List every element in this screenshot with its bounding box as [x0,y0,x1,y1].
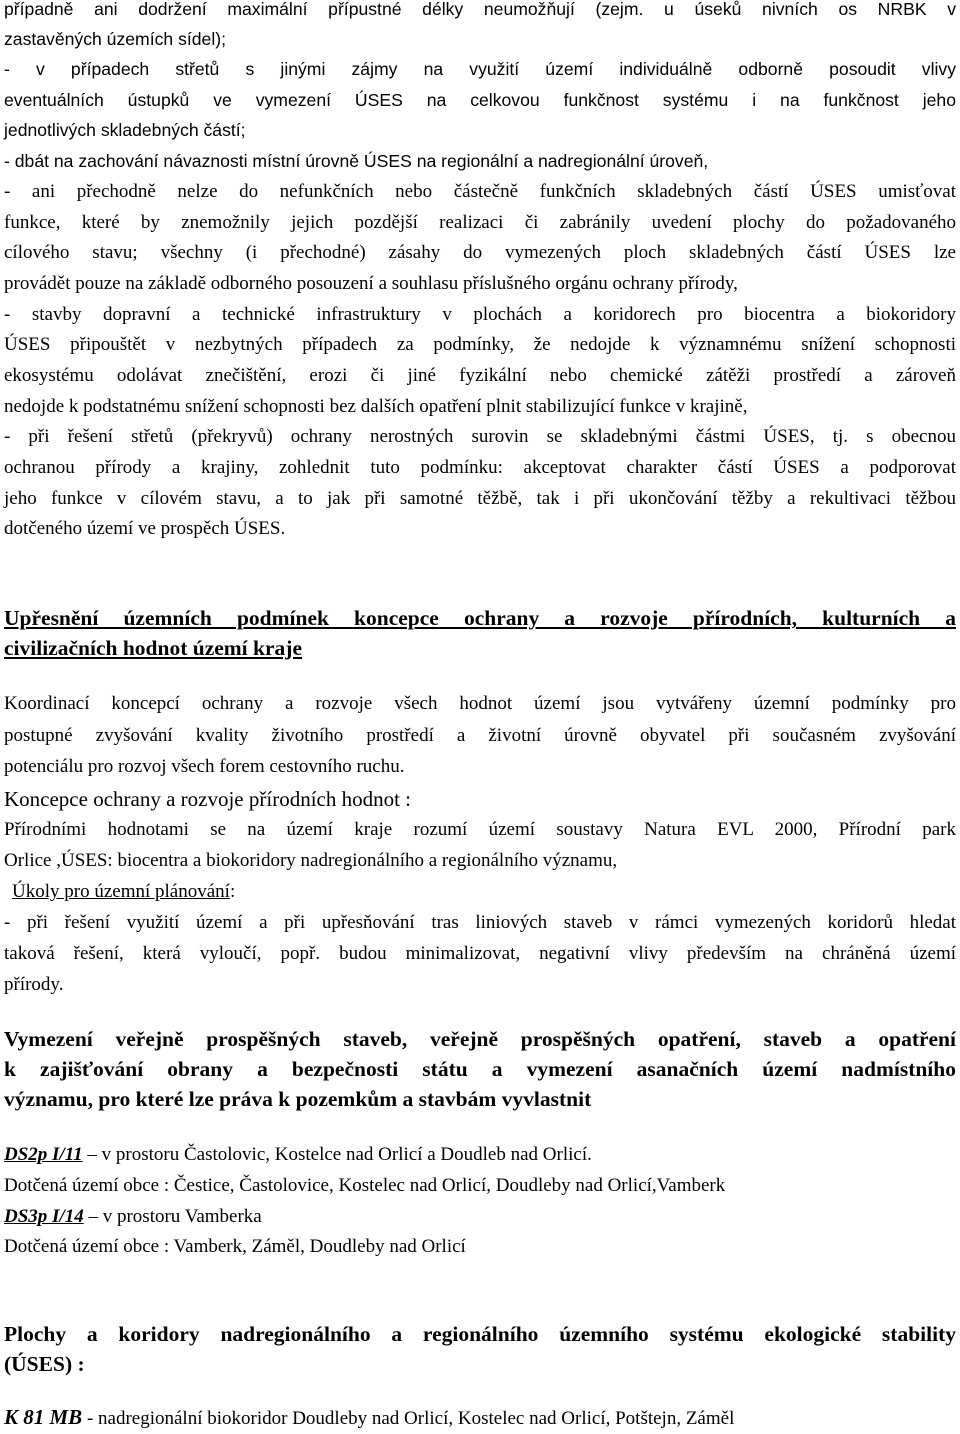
heading-upresneni-line2: civilizačních hodnot území kraje [4,636,302,660]
ln-b1-3: eventuálních ústupků ve vymezení ÚSES na celkovou funkčnost systému i na funkčnost jeho [4,90,956,110]
ln-prirodni-0: Přírodními hodnotami se na území kraje rozumí území soustavy Natura EVL 2000, Přírodní park [4,819,956,840]
vps-desc-ds2p: – v prostoru Častolovic, Kostelce nad Orlicí a Doudleb nad Orlicí. [82,1144,592,1165]
ln-b1-9: provádět pouze na základě odborného posouzení a souhlasu příslušného orgánu ochrany přírody, [4,273,738,294]
heading-vps-line2: k zajišťování obrany a bezpečnosti státu a vymezení asanačních území nadmístního [4,1057,956,1081]
heading-upresneni-line1: Upřesnění územních podmínek koncepce ochrany a rozvoje přírodních, kulturních a [4,606,956,630]
ln-b1-6: - ani přechodně nelze do nefunkčních nebo částečně funkčních skladebných částí ÚSES umisťovat [4,181,956,202]
ln-b1-0: případně ani dodržení maximální přípustné délky neumožňují (zejm. u úseků nivních os NRBK v [4,0,956,19]
ln-b1-5: - dbát na zachování návaznosti místní úrovně ÚSES na regionální a nadregionální úroveň, [4,151,709,171]
ln-b1-8: cílového stavu; všechny (i přechodné) zásahy do vymezených ploch skladebných částí ÚSES lze [4,242,956,263]
vps-code-ds3p: DS3p I/14 [4,1206,84,1227]
k81-desc: - nadregionální biokoridor Doudleby nad Orlicí, Kostelec nad Orlicí, Potštejn, Záměl [82,1408,735,1429]
vps-desc-ds3p: – v prostoru Vamberka [83,1206,262,1227]
k81-item [4,1402,956,1434]
ln-b1-12: ekosystému odolávat znečištění, erozi či jiné fyzikální nebo chemické zátěži prostředí a zároveň [4,365,956,386]
heading-vps-line3: významu, pro které lze práva k pozemkům a stavbám vyvlastnit [4,1087,592,1111]
ln-b1-13: nedojde k podstatnému snížení schopnosti bez dalších opatření plnit stabilizující funkce v krajině, [4,396,748,417]
ln-koordinaci-1: postupné zvyšování kvality životního prostředí a životní úrovně obyvatel při současném zvyšování [4,725,956,746]
ln-b1-7: funkce, které by znemožnily jejich pozdější realizaci či zabránily uvedení plochy do požadovaného [4,212,956,233]
vps-code-ds2p: DS2p I/11 [4,1144,83,1165]
ln-b1-16: jeho funkce v cílovém stavu, a to jak při samotné těžbě, tak i při ukončování těžby a rekultivaci těžbou [4,488,956,509]
ln-b1-4: jednotlivých skladebných částí; [4,120,246,140]
vps-obce-ds3p: Dotčená území obce : Vamberk, Záměl, Doudleby nad Orlicí [4,1236,466,1257]
vps-obce-ds2p: Dotčená území obce : Čestice, Častolovice, Kostelec nad Orlicí, Doudleby nad Orlicí,Vamberk [4,1175,726,1196]
ln-b1-17: dotčeného území ve prospěch ÚSES. [4,518,286,539]
ln-ukoly-1: taková řešení, která vyloučí, popř. budou minimalizovat, negativní vlivy především na chráněná území [4,943,956,964]
heading-vps-line1: Vymezení veřejně prospěšných staveb, veřejně prospěšných opatření, staveb a opatření [4,1027,956,1051]
ln-koordinaci-2: potenciálu pro rozvoj všech forem cestovního ruchu. [4,756,405,777]
ln-b1-1: zastavěných územích sídel); [4,29,226,49]
heading-uses-line2: (ÚSES) : [4,1352,85,1376]
ln-ukoly-0: - při řešení využití území a při upřesňování tras liniových staveb v rámci vymezených koridorů hledat [4,912,956,933]
ln-b1-14: - při řešení střetů (překryvů) ochrany nerostných surovin se skladebnými částmi ÚSES, tj. s obecnou [4,426,956,447]
ukoly-line [12,877,960,907]
vps-item-ds3p [4,1202,956,1232]
ln-koordinaci-0: Koordinací koncepcí ochrany a rozvoje všech hodnot území jsou vytvářeny územní podmínky pro [4,693,956,714]
ln-ukoly-2: přírody. [4,974,64,995]
ln-b1-15: ochranou přírody a krajiny, zohlednit tuto podmínku: akceptovat charakter částí ÚSES a podporovat [4,457,956,478]
ln-b1-11: ÚSES připouštět v nezbytných případech za podmínky, že nedojde k významnému snížení schopnosti [4,334,956,355]
ukoly-colon: : [229,881,236,902]
vps-item-ds2p [4,1140,956,1170]
ukoly-label: Úkoly pro územní plánování [12,881,230,902]
ln-prirodni-1: Orlice ,ÚSES: biocentra a biokoridory nadregionálního a regionálního významu, [4,850,618,871]
heading-uses-line1: Plochy a koridory nadregionálního a regionálního územního systému ekologické stability [4,1322,956,1346]
ln-b1-2: - v případech střetů s jinými zájmy na využití území individuálně odborně posoudit vlivy [4,59,956,79]
k81-code: K 81 MB [4,1405,83,1429]
ln-b1-10: - stavby dopravní a technické infrastruktury v plochách a koridorech pro biocentra a biokoridory [4,304,956,325]
koncepce-title: Koncepce ochrany a rozvoje přírodních hodnot : [4,787,412,811]
